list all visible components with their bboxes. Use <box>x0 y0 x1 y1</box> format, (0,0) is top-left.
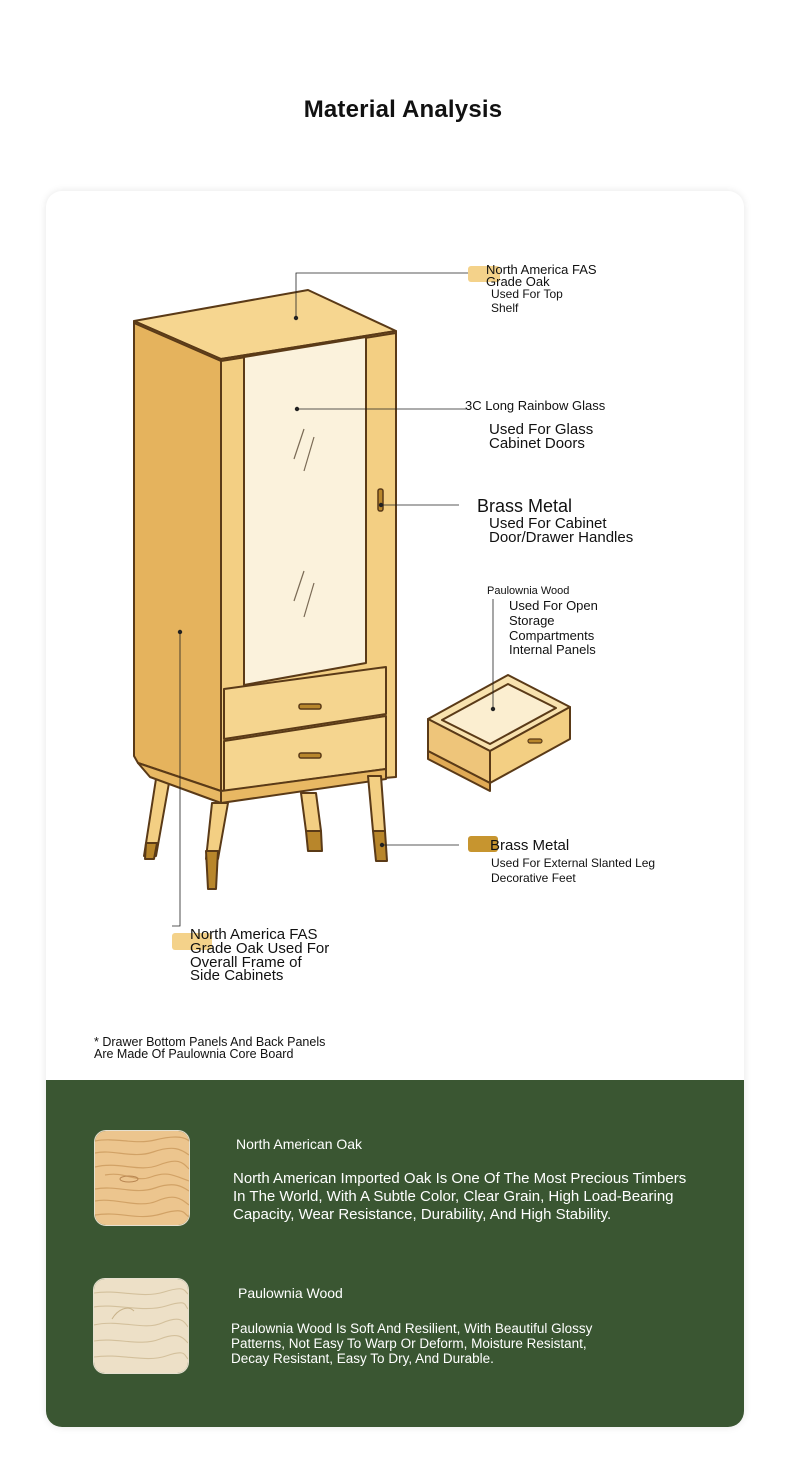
drawer-handle-upper <box>299 704 321 709</box>
oak-desc-line1: North American Imported Oak Is One Of The Most Precious Timbers <box>233 1170 687 1187</box>
back-leg-right <box>301 793 321 831</box>
paulownia-desc-line2: Patterns, Not Easy To Warp Or Deform, Moisture Resistant, <box>231 1336 587 1351</box>
frame-line3: Overall Frame of <box>190 954 302 971</box>
paulownia-panels-line4: Internal Panels <box>509 642 596 657</box>
drawer-handle-lower <box>299 753 321 758</box>
glass-door <box>244 337 366 685</box>
paulownia-grain-image <box>94 1279 188 1373</box>
frame-line1: North America FAS <box>190 926 318 943</box>
paulownia-texture-swatch <box>93 1278 189 1374</box>
glass-title: 3C Long Rainbow Glass <box>465 398 606 413</box>
materials-panel <box>46 1080 744 1427</box>
page-title: Material Analysis <box>303 96 503 123</box>
paulownia-panels-title: Paulownia Wood <box>487 585 570 597</box>
oak-name: North American Oak <box>236 1136 363 1152</box>
cabinet-side-panel <box>134 323 221 791</box>
paulownia-panels-line3: Compartments <box>509 628 595 643</box>
top-shelf-title-line2: Grade Oak <box>486 274 550 289</box>
footnote-line2: Are Made Of Paulownia Core Board <box>94 1047 294 1061</box>
legs-desc-line1: Used For External Slanted Leg <box>491 856 656 870</box>
oak-grain-image <box>95 1131 189 1225</box>
oak-desc-line2: In The World, With A Subtle Color, Clear Grain, High Load-Bearing <box>233 1188 674 1205</box>
glass-desc-line1: Used For Glass <box>489 421 594 438</box>
oak-desc-line3: Capacity, Wear Resistance, Durability, And High Stability. <box>233 1206 612 1223</box>
frame-line2: Grade Oak Used For <box>190 940 330 957</box>
top-shelf-desc-line2: Shelf <box>491 301 519 315</box>
handles-desc-line2: Door/Drawer Handles <box>489 529 634 546</box>
paulownia-desc-line1: Paulownia Wood Is Soft And Resilient, With Beautiful Glossy <box>231 1321 593 1336</box>
material-card <box>46 191 744 1427</box>
cabinet-illustration <box>46 191 744 1081</box>
glass-desc-line2: Cabinet Doors <box>489 435 585 452</box>
top-shelf-title-line1: North America FAS <box>486 262 597 277</box>
open-drawer <box>428 675 570 791</box>
front-leg-right <box>368 776 385 831</box>
paulownia-panels-line1: Used For Open <box>509 598 598 613</box>
paulownia-name: Paulownia Wood <box>238 1285 343 1301</box>
oak-texture-swatch <box>94 1130 190 1226</box>
handles-desc-line1: Used For Cabinet <box>489 515 607 532</box>
handles-title: Brass Metal <box>477 496 573 516</box>
paulownia-desc-line3: Decay Resistant, Easy To Dry, And Durable. <box>231 1351 494 1366</box>
cabinet-diagram <box>46 191 744 1081</box>
paulownia-panels-line2: Storage <box>509 613 555 628</box>
door-handle <box>378 489 383 511</box>
front-leg-right-tip <box>373 831 387 861</box>
back-leg-right-tip <box>306 831 322 851</box>
legs-desc-line2: Decorative Feet <box>491 871 576 885</box>
back-leg-left-tip <box>145 843 157 859</box>
footnote-line1: * Drawer Bottom Panels And Back Panels <box>94 1035 326 1049</box>
drawer-box-handle <box>528 739 542 743</box>
front-leg-left-tip <box>206 851 218 889</box>
top-shelf-desc-line1: Used For Top <box>491 287 563 301</box>
frame-line4: Side Cabinets <box>190 967 284 984</box>
legs-title: Brass Metal <box>490 837 570 854</box>
